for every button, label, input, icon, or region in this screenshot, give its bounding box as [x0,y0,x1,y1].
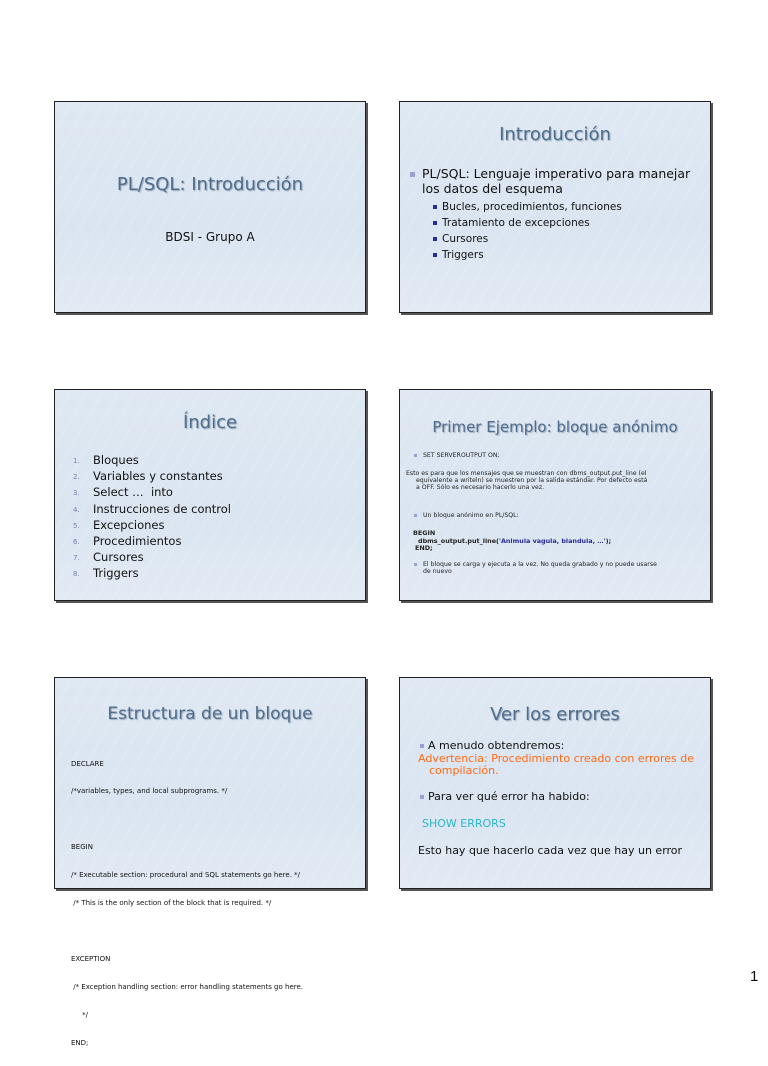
code-line: END; [415,544,433,552]
item-number: 7. [73,554,80,563]
item-number: 6. [73,538,80,547]
bullet-text: de nuevo [423,568,452,575]
warning-message [418,753,694,777]
slide-heading: Índice [182,412,238,433]
code-line: BEGIN [413,529,436,537]
slide-heading: Primer Ejemplo: bloque anónimo [432,418,678,436]
code-line: */ [71,1010,88,1019]
item-label: Triggers [93,566,139,581]
slide-ver-errores [399,677,711,889]
code-line [413,538,611,546]
paragraph-line: Esto es para que los mensajes que se muestran con dbms_output.put_line (el [406,470,647,477]
code-line: /* Exception handling section: error handling statements go here. [71,982,304,991]
code-line: /* Executable section: procedural and SQL statements go here. */ [71,871,301,880]
warning-line: Advertencia: Procedimiento creado con errores de [418,752,694,765]
square-bullet-icon [410,172,415,177]
square-bullet-icon [433,237,437,241]
slide-heading: Ver los errores [490,704,620,725]
explanation-paragraph [406,470,706,491]
code-call-end: ); [605,536,612,545]
index-item [73,533,231,549]
slide-subtitle: BDSI - Grupo A [165,230,255,244]
sub-bullet-text: Triggers [442,249,484,261]
item-label: Procedimientos [93,534,182,549]
slide-introduccion [399,101,711,313]
index-list [73,452,231,582]
slide-estructura-bloque [54,677,366,1047]
code-call: dbms_output.put_line( [418,536,499,545]
code-line: END; [71,1038,89,1047]
bullet-text: Para ver qué error ha habido: [428,790,590,803]
note-text: Esto hay que hacerlo cada vez que hay un error [418,844,683,857]
square-bullet-icon [414,563,417,566]
slide-heading: Introducción [499,124,611,145]
warning-line: compilación. [429,764,499,777]
slide-title [54,101,366,313]
square-bullet-icon [433,205,437,209]
code-line: EXCEPTION [71,954,111,963]
item-label: Bloques [93,453,139,467]
item-number: 2. [73,473,80,482]
slide-indice [54,389,366,601]
code-line: BEGIN [71,843,93,852]
sub-bullet-item [433,247,622,263]
sub-bullet-text: Bucles, procedimientos, funciones [442,201,622,213]
bullet-text: Un bloque anónimo en PL/SQL: [423,512,519,519]
square-bullet-icon [414,514,417,517]
item-label: Variables y constantes [93,469,223,484]
slide-title-heading: PL/SQL: Introducción [116,174,304,195]
bullet-text: SET SERVEROUTPUT ON; [423,452,500,459]
code-block [71,741,303,1066]
paragraph-line: a OFF. Sólo es necesario hacerlo una vez. [416,484,545,491]
index-item [73,468,231,484]
slide-heading: Estructura de un bloque [107,704,313,724]
bullet-text: PL/SQL: Lenguaje imperativo para manejar los datos del esquema [422,166,691,196]
code-line [71,927,303,936]
square-bullet-icon [420,744,424,748]
item-label: Instrucciones de control [93,501,231,516]
bullet-text: El bloque se carga y ejecuta a la vez. No queda grabado y no puede usarse [423,561,657,568]
show-errors-command: SHOW ERRORS [422,817,506,830]
sub-bullet-item [433,215,622,231]
bullet-text: A menudo obtendremos: [428,739,565,752]
bullet-item [420,740,564,752]
index-item [73,549,231,565]
bullet-item [414,561,699,575]
bullet-item [414,452,500,459]
code-block [413,530,611,553]
index-item [73,501,231,517]
slide-primer-ejemplo [399,389,711,601]
code-line: /* This is the only section of the block that is required. */ [71,899,272,908]
item-label: Cursores [93,550,144,565]
bullet-item [414,512,519,519]
item-label: Select … into [93,485,173,500]
index-item [73,452,231,468]
item-number: 8. [73,570,80,579]
item-number: 5. [73,521,80,530]
sub-bullet-item [433,199,622,215]
item-number: 4. [73,505,80,514]
item-label: Excepciones [93,517,165,532]
square-bullet-icon [433,253,437,257]
sub-bullet-text: Tratamiento de excepciones [442,217,590,229]
page-number: 1 [750,968,759,985]
index-item [73,565,231,581]
bullet-item [420,791,590,803]
square-bullet-icon [420,795,424,799]
index-item [73,484,231,500]
bullet-item [422,166,692,196]
paragraph-line: equivalente a writeln) se muestren por la salida estándar. Por defecto está [416,477,648,484]
code-line: DECLARE [71,759,104,768]
sub-bullet-item [433,231,622,247]
index-item [73,517,231,533]
square-bullet-icon [433,221,437,225]
item-number: 1. [73,457,80,465]
item-number: 3. [73,489,80,498]
code-line [71,815,303,824]
square-bullet-icon [414,454,417,457]
sub-bullet-list [433,199,622,263]
code-line: /*variables, types, and local subprograms. */ [71,787,228,796]
code-string: 'Animula vagula, blandula, …' [498,536,606,545]
sub-bullet-text: Cursores [442,233,489,245]
